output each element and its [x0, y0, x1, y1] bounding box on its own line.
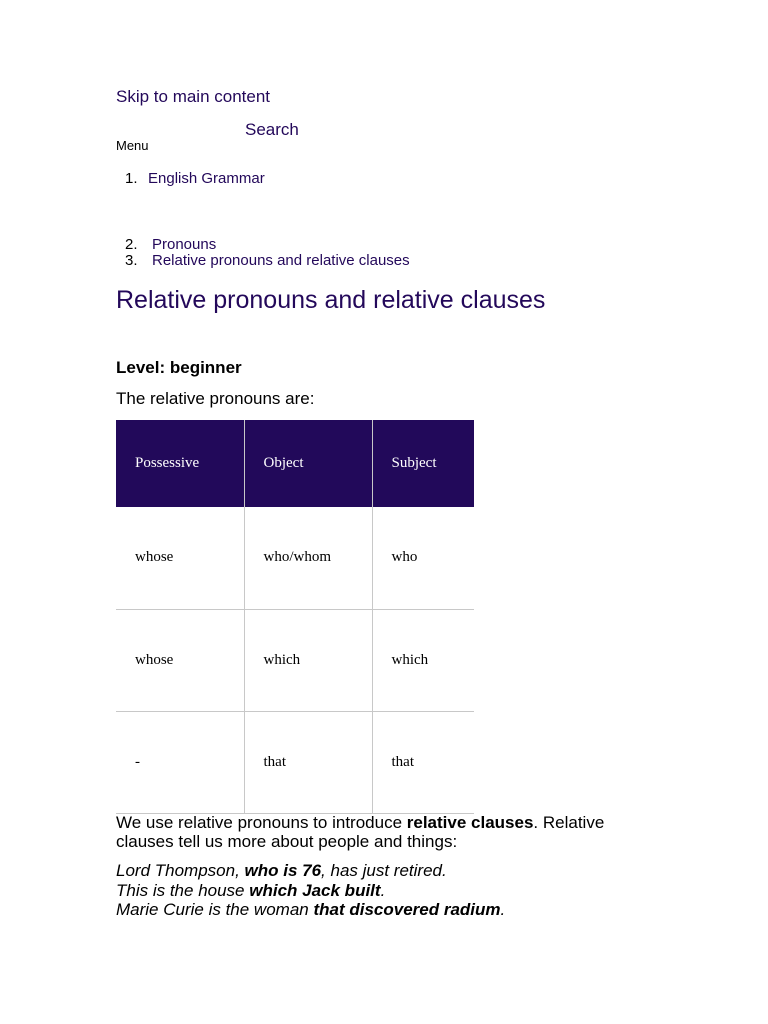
example-sentence	[116, 861, 505, 881]
table-cell: who/whom	[244, 507, 372, 609]
breadcrumb-item	[125, 236, 216, 253]
example-text: Marie Curie is the woman	[116, 900, 314, 919]
breadcrumb-link-relative-pronouns[interactable]: Relative pronouns and relative clauses	[152, 252, 410, 269]
breadcrumb-number: 3.	[125, 252, 138, 269]
table-row	[116, 507, 474, 609]
example-relative-clause: who is 76	[244, 861, 322, 880]
table-cell: which	[372, 609, 474, 711]
table-cell: -	[116, 711, 244, 813]
column-header-possessive: Possessive	[116, 420, 244, 507]
intro-text: The relative pronouns are:	[116, 389, 315, 408]
menu-button[interactable]: Menu	[116, 138, 149, 153]
table-cell: whose	[116, 507, 244, 609]
search-link[interactable]: Search	[245, 120, 299, 139]
table-cell: whose	[116, 609, 244, 711]
page-title: Relative pronouns and relative clauses	[116, 286, 546, 314]
skip-to-main-link[interactable]: Skip to main content	[116, 87, 271, 106]
paragraph-text: We use relative pronouns to introduce	[116, 813, 407, 832]
breadcrumb-item	[125, 170, 265, 187]
example-relative-clause: which Jack built	[249, 880, 381, 900]
column-header-object: Object	[244, 420, 372, 507]
table-row	[116, 711, 474, 813]
paragraph-text: . Relative clauses tell us more about people and things:	[116, 813, 605, 851]
table-header-row	[116, 420, 474, 507]
explanation-paragraph	[116, 813, 656, 851]
breadcrumb-item	[125, 252, 410, 269]
breadcrumb-number: 2.	[125, 236, 138, 253]
example-relative-clause: that discovered radium	[313, 900, 501, 919]
example-text: This is the house	[116, 880, 250, 900]
level-label: Level: beginner	[116, 358, 242, 377]
breadcrumb-link-pronouns[interactable]: Pronouns	[152, 236, 217, 253]
column-header-subject: Subject	[372, 420, 474, 507]
example-text: Lord Thompson,	[116, 861, 245, 880]
table-cell: who	[372, 507, 474, 609]
table-cell: which	[244, 609, 372, 711]
example-sentence	[116, 900, 505, 920]
example-sentences	[116, 861, 505, 920]
example-text: , has just retired.	[321, 861, 447, 880]
paragraph-bold-term: relative clauses	[406, 813, 534, 832]
table-cell: that	[372, 711, 474, 813]
table-row	[116, 609, 474, 711]
breadcrumb-link-english-grammar[interactable]: English Grammar	[148, 170, 265, 187]
example-text: .	[500, 900, 506, 919]
example-sentence	[116, 881, 505, 901]
example-text: .	[380, 880, 386, 900]
relative-pronouns-table	[116, 420, 474, 814]
table-cell: that	[244, 711, 372, 813]
breadcrumb-number: 1.	[125, 170, 138, 187]
